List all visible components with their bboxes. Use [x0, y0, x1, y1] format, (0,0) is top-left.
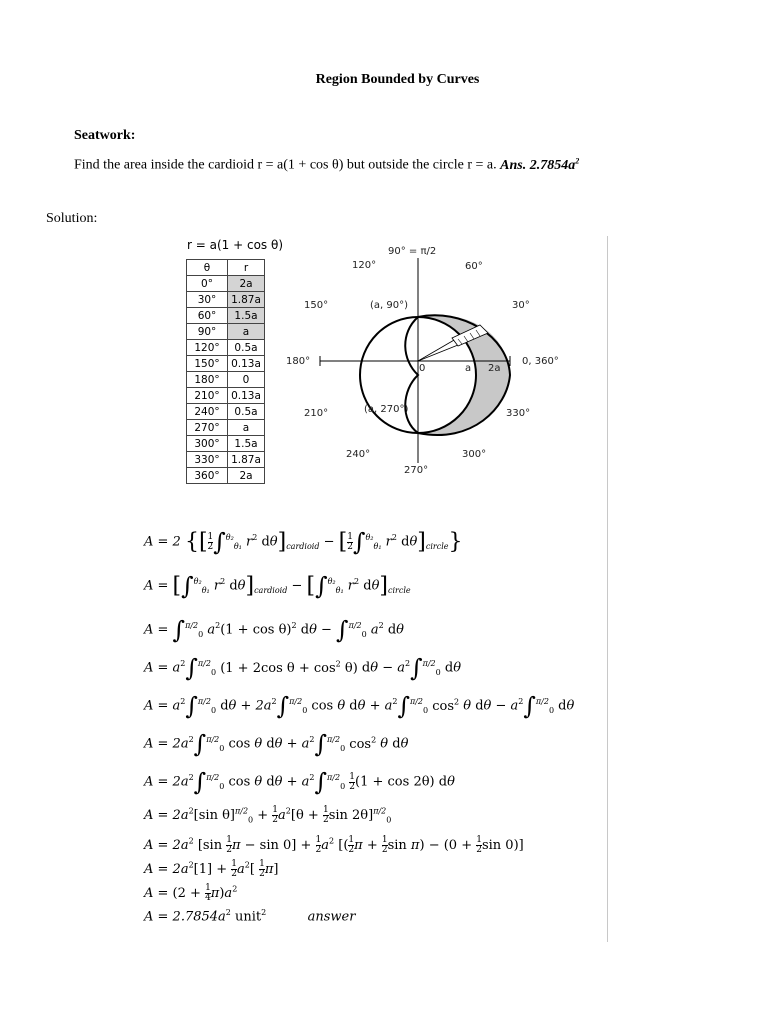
label-330: 330° — [506, 408, 531, 419]
final-equation-line: $A = 2.7854a^2$ unit$^2$ answer — [144, 908, 356, 925]
table-cell: 0.5a — [228, 340, 265, 356]
answer-exponent: 2 — [575, 156, 580, 165]
table-cell: 90° — [187, 324, 228, 340]
table-cell: 1.87a — [228, 292, 265, 308]
label-270: 270° — [404, 465, 429, 476]
table-cell: 0.13a — [228, 356, 265, 372]
table-cell: 0.13a — [228, 388, 265, 404]
table-row — [187, 292, 265, 308]
problem-text: Find the area inside the cardioid r = a(1 + cos θ) but outside the circle r = a. — [74, 157, 497, 173]
table-row — [187, 388, 265, 404]
equation-line: A = [∫$^{\theta_2}_{\theta_1}$ $r^2$ $d\theta]_{cardioid} - [\int^{\theta_2}_{\theta_1}$ $r^2$ $d\theta]_{circle}$ — [144, 572, 411, 600]
table-row — [187, 324, 265, 340]
equation-line: $A = 2a^2[\sin$ θ]$^{\pi/2}_0$ + $\frac{1}{2}$ $a^2[\theta$ + $\frac{1}{2}$ sin 2θ]$^{\pi/2}_0$ — [144, 805, 392, 825]
page-title: Region Bounded by Curves — [315, 72, 480, 87]
label-point-a270: (a, 270°) — [364, 404, 409, 415]
equation-line: $A = 2a^2[1]$ + $\frac{1}{2}$ $a^2$[ $\frac{1}{2}$ π] — [144, 859, 279, 879]
table-header-theta: θ — [187, 260, 228, 276]
label-300: 300° — [462, 449, 487, 460]
table-cell: 0° — [187, 276, 228, 292]
table-cell: 270° — [187, 420, 228, 436]
equation-line: A = 2 {[ $\frac{1}{2}$ ∫$^{\theta_2}_{\theta_1}$ $r^2$ $d\theta]_{cardioid}$ − [ $\frac{1}{2}$ ∫$^{\theta_2}_{\theta_1}$ $r^2$ $d\theta]_{circle}$} — [144, 528, 463, 556]
label-0-360: 0, 360° — [522, 356, 559, 367]
label-a: a — [465, 363, 472, 374]
seatwork-label: Seatwork: — [74, 128, 136, 143]
label-point-a90: (a, 90°) — [370, 300, 409, 311]
table-row — [187, 436, 265, 452]
label-210: 210° — [304, 408, 329, 419]
label-150: 150° — [304, 300, 329, 311]
table-row — [187, 308, 265, 324]
table-row — [187, 356, 265, 372]
label-origin: 0 — [419, 363, 426, 374]
final-value: A = 2.7854a — [144, 909, 226, 925]
label-180: 180° — [286, 356, 311, 367]
equation-line: A = ∫$^{\pi/2}_0$ $a^2(1 + \cos \theta)^2$ dθ − ∫$^{\pi/2}_0$ $a^2$ dθ — [144, 616, 404, 644]
table-cell: 300° — [187, 436, 228, 452]
table-header-r: r — [228, 260, 265, 276]
polar-diagram — [282, 238, 572, 488]
table-cell: 2a — [228, 468, 265, 484]
table-row — [187, 372, 265, 388]
table-cell: 180° — [187, 372, 228, 388]
answer-value: Ans. 2.7854a — [500, 157, 576, 173]
equation-line: $A = a^2\int^{\pi/2}_0$ (1 + 2cos $\theta + \cos^2 \theta$) $d\theta - a^2\int^{\pi/2}_0$ dθ — [144, 654, 462, 682]
table-row — [187, 276, 265, 292]
equation-line: A = (2 + $\frac{1}{4}$ $\pi)a^2$ — [144, 883, 238, 903]
label-30: 30° — [512, 300, 530, 311]
table-row — [187, 404, 265, 420]
unit-label: unit — [235, 909, 262, 925]
solution-label: Solution: — [46, 211, 98, 226]
table-cell: 210° — [187, 388, 228, 404]
problem-statement — [74, 156, 579, 174]
equation-line: $A = 2a^2\int^{\pi/2}_0$ cos θ $d\theta + a^2\int^{\pi/2}_0$ $\frac{1}{2}$ (1 + cos 2θ) dθ — [144, 768, 455, 796]
label-240: 240° — [346, 449, 371, 460]
table-cell: 240° — [187, 404, 228, 420]
table-header-row — [187, 260, 265, 276]
margin-divider — [607, 236, 608, 942]
table-cell: 2a — [228, 276, 265, 292]
solution-derivation — [144, 528, 604, 932]
subscript-cardioid: cardioid — [286, 542, 320, 552]
label-60: 60° — [465, 261, 483, 272]
table-cell: 0 — [228, 372, 265, 388]
table-cell: 30° — [187, 292, 228, 308]
label-90: 90° = π/2 — [388, 246, 437, 257]
answer-label: answer — [307, 909, 356, 925]
table-cell: 1.5a — [228, 436, 265, 452]
table-cell: 60° — [187, 308, 228, 324]
table-row — [187, 340, 265, 356]
table-row — [187, 468, 265, 484]
subscript-circle: circle — [425, 542, 449, 552]
table-cell: a — [228, 420, 265, 436]
values-table — [186, 259, 265, 484]
table-row — [187, 420, 265, 436]
table-cell: 120° — [187, 340, 228, 356]
cardioid-equation: r = a(1 + cos θ) — [187, 238, 283, 252]
equation-line: $A = 2a^2\int^{\pi/2}_0$ cos θ $d\theta + a^2\int^{\pi/2}_0$ $\cos^2 \theta$ dθ — [144, 730, 409, 758]
table-cell: 1.5a — [228, 308, 265, 324]
equation-line: $A = a^2\int^{\pi/2}_0$ $d\theta + 2a^2\int^{\pi/2}_0$ cos θ $d\theta + a^2\int^{\pi/2}_0$ $\cos^2 \theta$ $d\theta - a^2\int^{\pi/2}_0$ dθ — [144, 692, 575, 720]
table-cell: 150° — [187, 356, 228, 372]
table-cell: 1.87a — [228, 452, 265, 468]
table-cell: 0.5a — [228, 404, 265, 420]
table-cell: a — [228, 324, 265, 340]
table-cell: 360° — [187, 468, 228, 484]
table-row — [187, 452, 265, 468]
table-cell: 330° — [187, 452, 228, 468]
label-120: 120° — [352, 260, 377, 271]
equation-line: $A = 2a^2$ [sin $\frac{1}{2}$ π − sin 0] + $\frac{1}{2}$ $a^2$ [( $\frac{1}{2}$ π + $\frac{1}{2}$ sin π) − (0 + $\frac{1}{2}$ sin 0)] — [144, 835, 524, 855]
label-2a: 2a — [488, 363, 501, 374]
answer-hint — [500, 158, 579, 173]
